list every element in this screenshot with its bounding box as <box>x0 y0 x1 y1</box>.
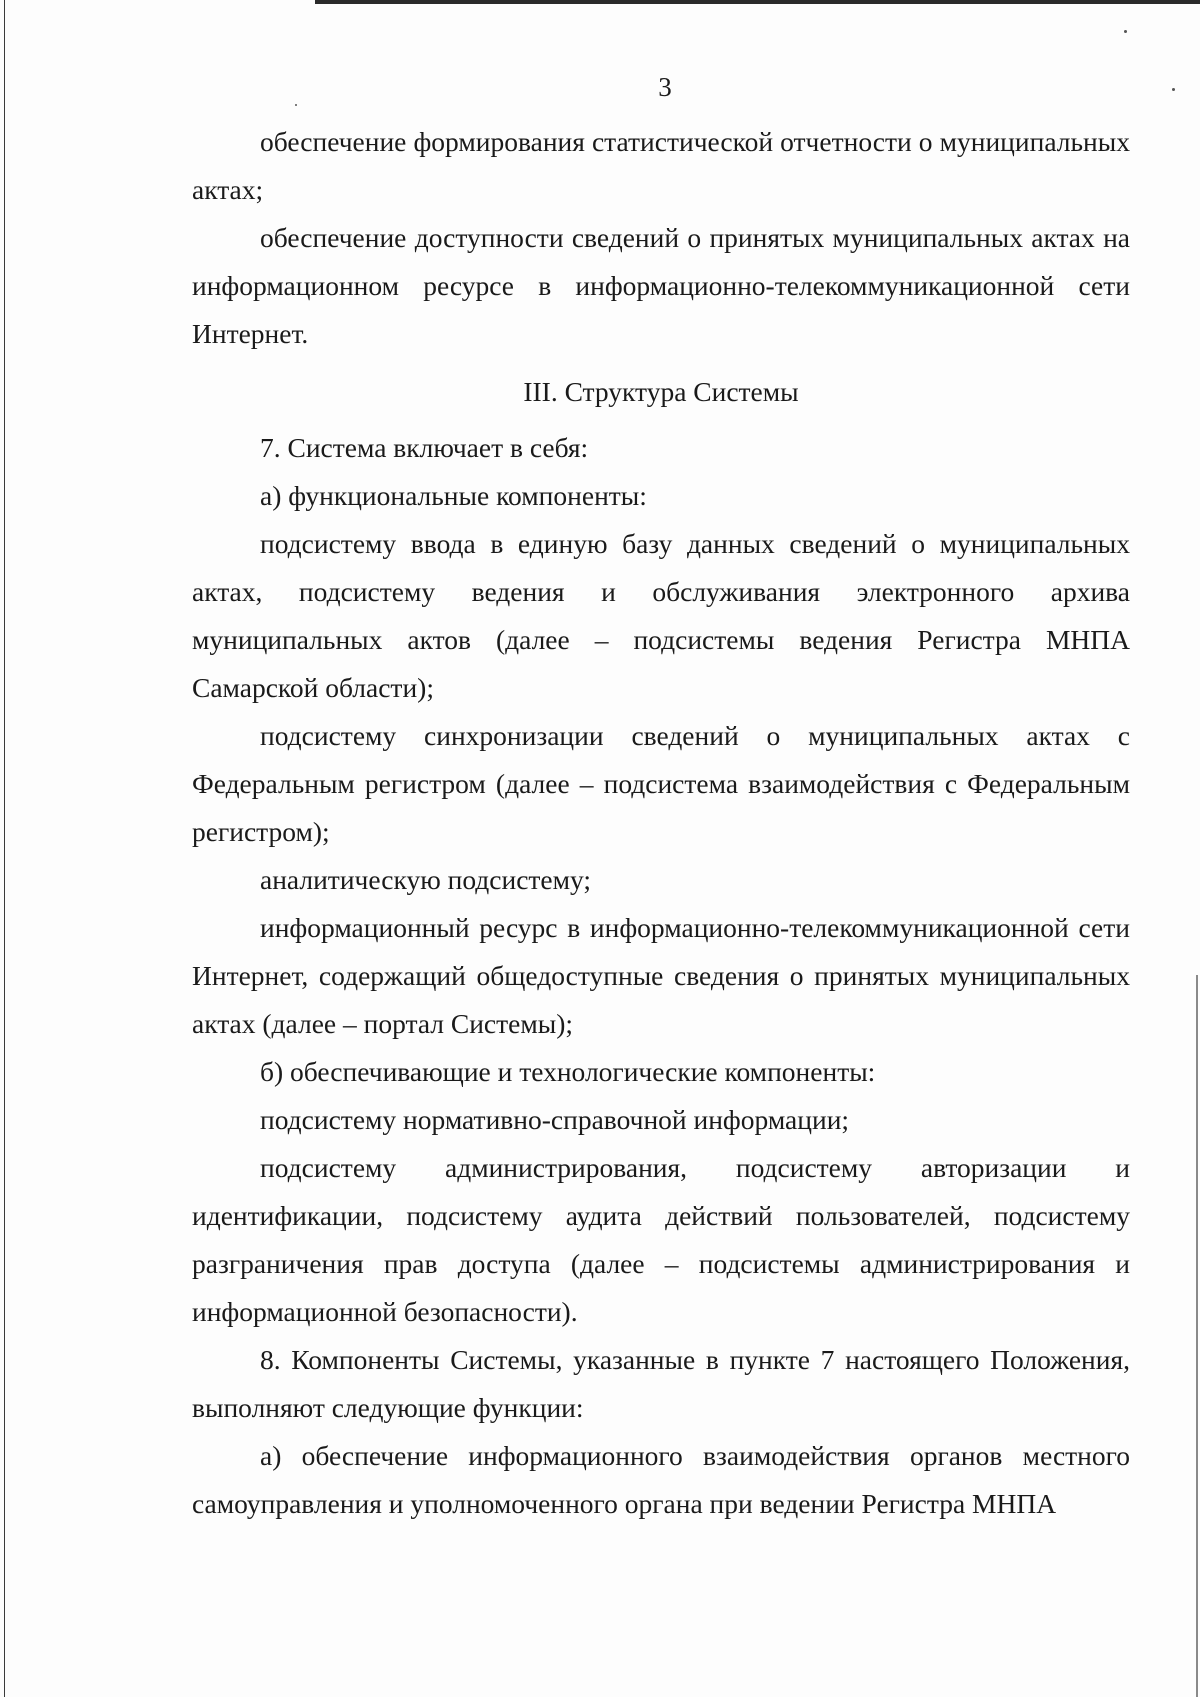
paragraph: подсистему нормативно-справочной информации; <box>260 1104 850 1135</box>
section-heading: III. Структура Системы <box>523 376 799 407</box>
paragraph: а) функциональные компоненты: <box>260 480 647 511</box>
paragraph: подсистему ввода в единую базу данных сведений о муниципальных актах, подсистему ведения и обслуживания электронного архива муниципальных актов (далее – подсистемы ведения Регистра МНПА Самарской области); <box>192 528 1130 703</box>
paragraph: 8. Компоненты Системы, указанные в пункте 7 настоящего Положения, выполняют следующие функции: <box>192 1344 1130 1423</box>
scan-border-top <box>315 0 1200 4</box>
scan-border-left <box>4 0 5 1697</box>
paragraph: а) обеспечение информационного взаимодействия органов местного самоуправления и уполномоченного органа при ведении Регистра МНПА <box>192 1440 1130 1519</box>
paragraph: 7. Система включает в себя: <box>260 432 589 463</box>
paragraph: б) обеспечивающие и технологические компоненты: <box>260 1056 876 1087</box>
paragraph: подсистему администрирования, подсистему авторизации и идентификации, подсистему аудита действий пользователей, подсистему разграничения прав доступа (далее – подсистемы администрирования и информационной безопасности). <box>192 1152 1130 1327</box>
paragraph: информационный ресурс в информационно-телекоммуникационной сети Интернет, содержащий общедоступные сведения о принятых муниципальных актах (далее – портал Системы); <box>192 912 1130 1039</box>
paragraph: аналитическую подсистему; <box>260 864 592 895</box>
scan-speck <box>295 104 297 106</box>
paragraph: подсистему синхронизации сведений о муниципальных актах с Федеральным регистром (далее – подсистема взаимодействия с Федеральным регистром); <box>192 720 1130 847</box>
document-body <box>192 118 1130 1528</box>
paragraph: обеспечение доступности сведений о принятых муниципальных актах на информационном ресурсе в информационно-телекоммуникационной сети Интернет. <box>192 222 1130 349</box>
page-number: 3 <box>658 72 672 102</box>
scan-speck <box>1124 30 1127 33</box>
scan-border-right <box>1196 975 1198 1697</box>
paragraph: обеспечение формирования статистической отчетности о муниципальных актах; <box>192 126 1130 205</box>
